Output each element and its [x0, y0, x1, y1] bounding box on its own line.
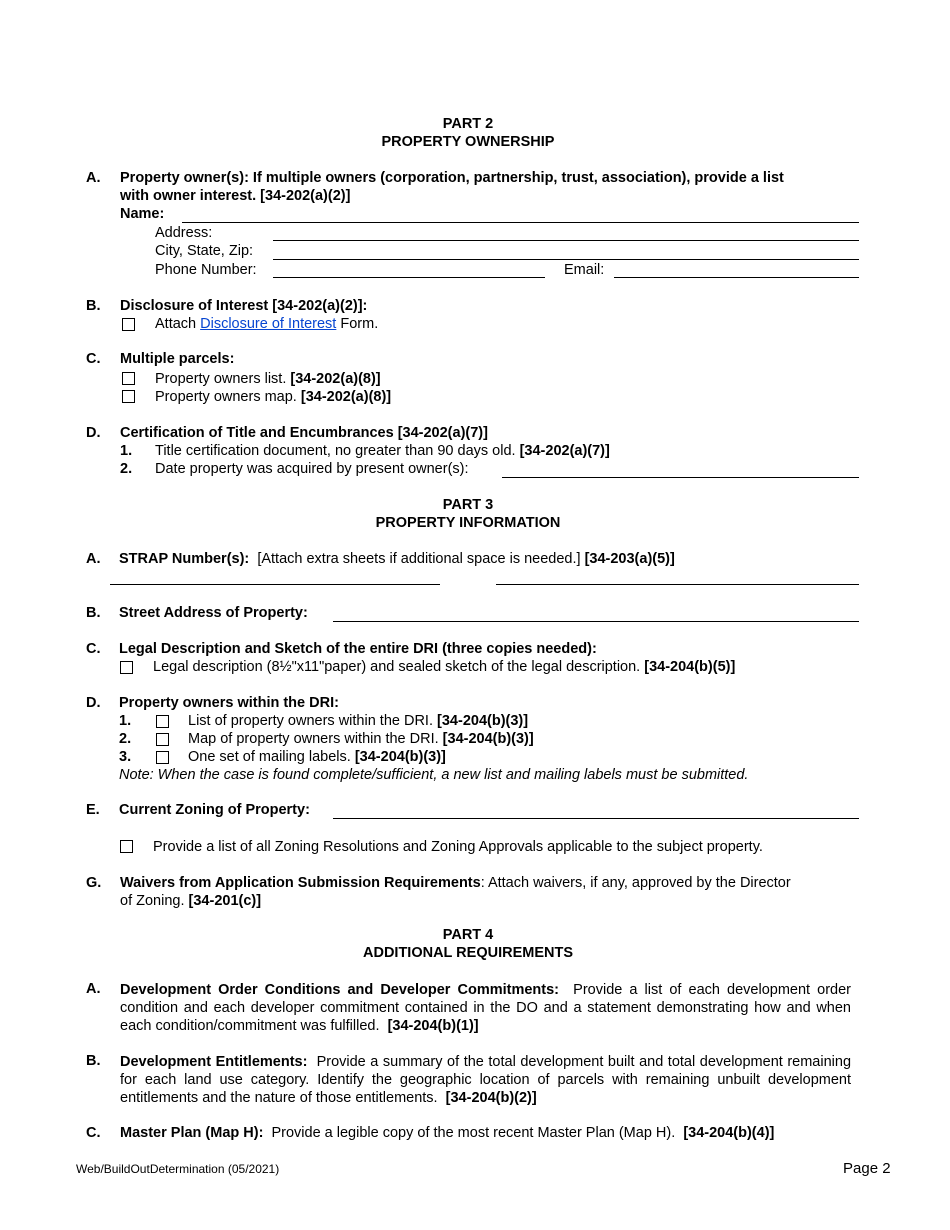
part3-heading-title: PROPERTY INFORMATION [375, 515, 561, 531]
street-address-label: Street Address of Property: [119, 605, 308, 621]
waivers-line1: Waivers from Application Submission Requirements: Attach waivers, if any, approved by the Director [120, 875, 791, 891]
owner-address-field[interactable] [273, 240, 859, 241]
title-certification-item: Title certification document, no greater than 90 days old. [34-202(a)(7)] [155, 443, 610, 459]
part2-a-letter: A. [86, 170, 101, 186]
strap-number-field-2[interactable] [496, 584, 859, 585]
owner-name-label: Name: [120, 206, 165, 222]
legal-description-item: Legal description (8½"x11"paper) and sealed sketch of the legal description. [34-204(b)(5)] [153, 659, 736, 675]
footer-page-number: Page 2 [843, 1160, 891, 1177]
part3-heading-number: PART 3 [442, 497, 494, 513]
owner-email-label: Email: [564, 262, 605, 278]
owner-phone-field[interactable] [273, 277, 545, 278]
part3-e-letter: E. [86, 802, 100, 818]
owners-map-checkbox[interactable] [122, 390, 135, 403]
owner-city-field[interactable] [273, 259, 859, 260]
part2-d-title: Certification of Title and Encumbrances [34-202(a)(7)] [120, 425, 488, 441]
part3-d-num2: 2. [119, 731, 132, 747]
current-zoning-field[interactable] [333, 818, 859, 819]
part3-d-title: Property owners within the DRI: [119, 695, 339, 711]
part2-c-title: Multiple parcels: [120, 351, 235, 367]
part2-d-num1: 1. [120, 443, 133, 459]
owners-list-checkbox[interactable] [122, 372, 135, 385]
street-address-field[interactable] [333, 621, 859, 622]
zoning-resolutions-item: Provide a list of all Zoning Resolutions and Zoning Approvals applicable to the subject property. [153, 839, 763, 855]
owner-phone-label: Phone Number: [155, 262, 257, 278]
strap-number-line: STRAP Number(s): [Attach extra sheets if additional space is needed.] [34-203(a)(5)] [119, 551, 675, 567]
part2-d-letter: D. [86, 425, 101, 441]
disclosure-checkbox[interactable] [122, 318, 135, 331]
date-acquired-field[interactable] [502, 477, 859, 478]
part2-a-line2: with owner interest. [34-202(a)(2)] [120, 188, 351, 204]
owners-map-item: Property owners map. [34-202(a)(8)] [155, 389, 392, 405]
current-zoning-label: Current Zoning of Property: [119, 802, 310, 818]
part2-c-letter: C. [86, 351, 101, 367]
waivers-line2: of Zoning. [34-201(c)] [120, 893, 262, 909]
part3-c-title: Legal Description and Sketch of the entire DRI (three copies needed): [119, 641, 597, 657]
footer-form-id: Web/BuildOutDetermination (05/2021) [76, 1162, 280, 1176]
part4-c-letter: C. [86, 1125, 101, 1141]
owner-city-label: City, State, Zip: [155, 243, 254, 259]
date-acquired-label: Date property was acquired by present owner(s): [155, 461, 469, 477]
owner-email-field[interactable] [614, 277, 859, 278]
part4-a-paragraph: Development Order Conditions and Developer Commitments: Provide a list of each development order condition and each developer commitment contained in the DO and a statement demonstrating how and when each condition/commitment was fulfilled. [34-204(b)(1)] [120, 982, 851, 1034]
part2-d-num2: 2. [120, 461, 133, 477]
part4-b-letter: B. [86, 1053, 101, 1069]
part3-d-num1: 1. [119, 713, 132, 729]
part2-heading-title: PROPERTY OWNERSHIP [381, 134, 555, 150]
mailing-labels-item: One set of mailing labels. [34-204(b)(3)] [188, 749, 446, 765]
dri-owners-list-item: List of property owners within the DRI. [34-204(b)(3)] [188, 713, 529, 729]
owners-list-item: Property owners list. [34-202(a)(8)] [155, 371, 381, 387]
part3-d-num3: 3. [119, 749, 132, 765]
part3-c-letter: C. [86, 641, 101, 657]
part2-b-letter: B. [86, 298, 101, 314]
part3-g-letter: G. [86, 875, 102, 891]
part2-b-title: Disclosure of Interest [34-202(a)(2)]: [120, 298, 368, 314]
owner-address-label: Address: [155, 225, 213, 241]
part4-heading-title: ADDITIONAL REQUIREMENTS [363, 945, 573, 961]
part4-heading-number: PART 4 [442, 927, 494, 943]
disclosure-attach-line: Attach Disclosure of Interest Form. [155, 316, 379, 332]
dri-owners-map-item: Map of property owners within the DRI. [34-204(b)(3)] [188, 731, 534, 747]
zoning-resolutions-checkbox[interactable] [120, 840, 133, 853]
part3-d-letter: D. [86, 695, 101, 711]
part3-b-letter: B. [86, 605, 101, 621]
part2-a-line1: Property owner(s): If multiple owners (corporation, partnership, trust, association), provide a list [120, 170, 784, 186]
part4-a-letter: A. [86, 981, 101, 997]
strap-number-field-1[interactable] [110, 584, 440, 585]
mailing-labels-checkbox[interactable] [156, 751, 169, 764]
dri-owners-map-checkbox[interactable] [156, 733, 169, 746]
part3-a-letter: A. [86, 551, 101, 567]
legal-description-checkbox[interactable] [120, 661, 133, 674]
dri-note: Note: When the case is found complete/sufficient, a new list and mailing labels must be submitted. [119, 767, 749, 783]
disclosure-of-interest-link[interactable]: Disclosure of Interest [200, 316, 337, 332]
owner-name-field[interactable] [182, 222, 859, 223]
dri-owners-list-checkbox[interactable] [156, 715, 169, 728]
part4-b-paragraph: Development Entitlements: Provide a summary of the total development built and total development remaining for each land use category. Identify the geographic location of parcels with remaining unbuilt development entitlements and the nature of those entitlements. [34-204(b)(2)] [120, 1054, 852, 1106]
part2-heading-number: PART 2 [442, 116, 494, 132]
part4-c-paragraph: Master Plan (Map H): Provide a legible copy of the most recent Master Plan (Map H). [34-204(b)(4)] [120, 1125, 775, 1141]
